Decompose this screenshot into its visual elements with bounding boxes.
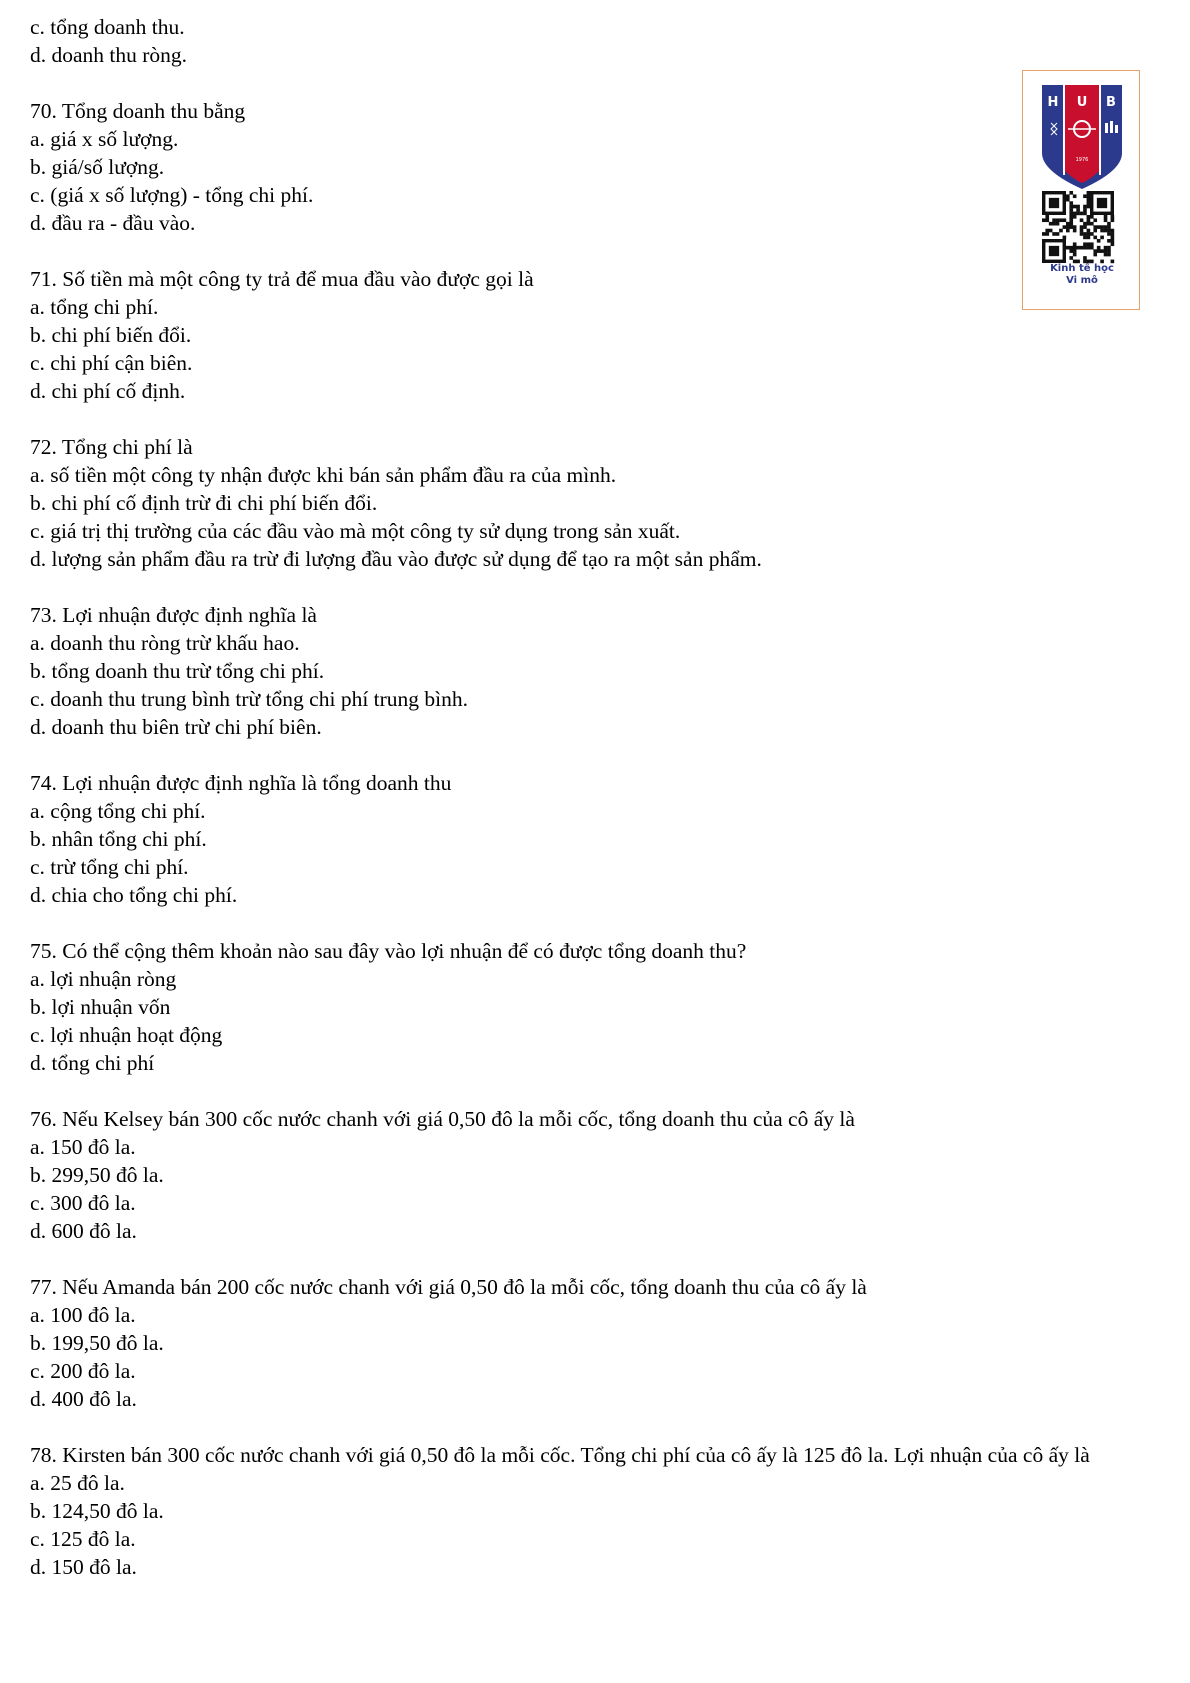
answer-option: b. 124,50 đô la. [30,1499,164,1523]
logo-year: 1976 [1075,157,1089,163]
question-block [30,1273,1165,1413]
question-block [30,265,1165,405]
answer-option: c. trừ tổng chi phí. [30,855,189,879]
answer-option: c. 200 đô la. [30,1359,136,1383]
answer-option: d. đầu ra - đầu vào. [30,211,196,235]
hub-logo-badge [1022,70,1140,310]
answer-option: a. cộng tổng chi phí. [30,799,206,823]
answer-option: a. doanh thu ròng trừ khấu hao. [30,631,300,655]
logo-letter-u: U [1076,95,1088,110]
answer-option: a. giá x số lượng. [30,127,179,151]
lead-in-option: c. tổng doanh thu. [30,15,185,39]
answer-option: a. số tiền một công ty nhận được khi bán sản phẩm đầu ra của mình. [30,463,617,487]
logo-caption-line1: Kinh tế học [1050,263,1114,274]
question-stem: 74. Lợi nhuận được định nghĩa là tổng doanh thu [30,771,452,795]
answer-option: d. 400 đô la. [30,1387,137,1411]
logo-letter-b: B [1106,95,1116,110]
question-block [30,97,1165,237]
question-block [30,433,1165,573]
answer-option: d. 600 đô la. [30,1219,137,1243]
answer-option: a. 100 đô la. [30,1303,136,1327]
logo-letter-h: H [1047,95,1059,110]
answer-option: c. doanh thu trung bình trừ tổng chi phí trung bình. [30,687,469,711]
answer-option: b. giá/số lượng. [30,155,165,179]
question-block [30,937,1165,1077]
answer-option: d. tổng chi phí [30,1051,155,1075]
qr-code-icon [1042,191,1114,263]
question-stem: 70. Tổng doanh thu bằng [30,99,246,123]
answer-option: b. chi phí biến đổi. [30,323,192,347]
answer-option: c. 125 đô la. [30,1527,136,1551]
answer-option: d. 150 đô la. [30,1555,137,1579]
answer-option: c. 300 đô la. [30,1191,136,1215]
logo-caption-line2: Vi mô [1066,275,1098,286]
question-stem: 72. Tổng chi phí là [30,435,193,459]
answer-option: a. 25 đô la. [30,1471,125,1495]
answer-option: c. (giá x số lượng) - tổng chi phí. [30,183,314,207]
answer-option: b. nhân tổng chi phí. [30,827,207,851]
answer-option: d. chi phí cố định. [30,379,186,403]
question-block [30,1105,1165,1245]
answer-option: d. chia cho tổng chi phí. [30,883,238,907]
answer-option: b. tổng doanh thu trừ tổng chi phí. [30,659,325,683]
answer-option: a. lợi nhuận ròng [30,967,177,991]
answer-option: a. 150 đô la. [30,1135,136,1159]
answer-option: b. 199,50 đô la. [30,1331,164,1355]
question-block [30,601,1165,741]
answer-option: d. doanh thu biên trừ chi phí biên. [30,715,322,739]
answer-option: a. tổng chi phí. [30,295,159,319]
answer-option: c. giá trị thị trường của các đầu vào mà một công ty sử dụng trong sản xuất. [30,519,681,543]
question-stem: 75. Có thể cộng thêm khoản nào sau đây vào lợi nhuận để có được tổng doanh thu? [30,939,747,963]
answer-option: d. lượng sản phẩm đầu ra trừ đi lượng đầu vào được sử dụng để tạo ra một sản phẩm. [30,547,762,571]
lead-in-option: d. doanh thu ròng. [30,43,188,67]
question-stem: 76. Nếu Kelsey bán 300 cốc nước chanh với giá 0,50 đô la mỗi cốc, tổng doanh thu của cô ấy là [30,1107,855,1131]
answer-option: b. 299,50 đô la. [30,1163,164,1187]
answer-option: c. lợi nhuận hoạt động [30,1023,223,1047]
document-body [30,13,1165,1581]
question-stem: 73. Lợi nhuận được định nghĩa là [30,603,317,627]
question-block [30,769,1165,909]
answer-option: b. chi phí cố định trừ đi chi phí biến đổi. [30,491,378,515]
question-block [30,1441,1165,1581]
answer-option: b. lợi nhuận vốn [30,995,171,1019]
answer-option: c. chi phí cận biên. [30,351,193,375]
question-stem: 78. Kirsten bán 300 cốc nước chanh với giá 0,50 đô la mỗi cốc. Tổng chi phí của cô ấy là 125 đô la. Lợi nhuận của cô ấy là [30,1443,1090,1467]
question-stem: 71. Số tiền mà một công ty trả để mua đầu vào được gọi là [30,267,534,291]
question-stem: 77. Nếu Amanda bán 200 cốc nước chanh với giá 0,50 đô la mỗi cốc, tổng doanh thu của cô ấy là [30,1275,867,1299]
